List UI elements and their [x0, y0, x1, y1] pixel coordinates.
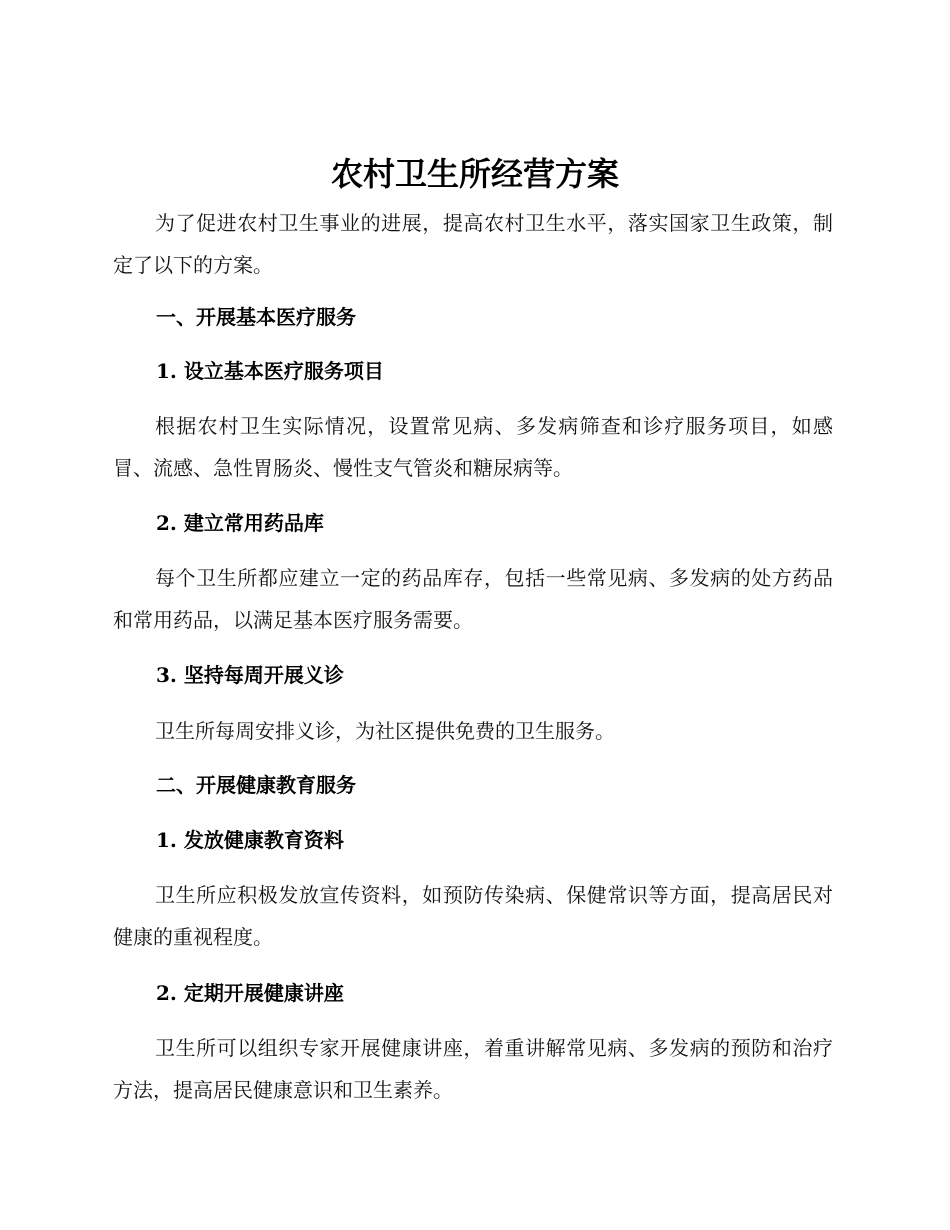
body-paragraph-1-1: 根据农村卫生实际情况，设置常见病、多发病筛查和诊疗服务项目，如感冒、流感、急性胃肠炎、慢性支气管炎和糖尿病等。 [113, 414, 833, 480]
section-heading-2: 二、开展健康教育服务 [156, 773, 356, 797]
subsection-heading-2-2 [156, 972, 836, 1014]
subsection-number: 3. [156, 663, 177, 687]
body-paragraph-1-2: 每个卫生所都应建立一定的药品库存，包括一些常见病、多发病的处方药品和常用药品，以满足基本医疗服务需要。 [113, 566, 833, 632]
body-paragraph-1-3: 卫生所每周安排义诊，为社区提供免费的卫生服务。 [155, 719, 615, 743]
subsection-number: 1. [156, 359, 177, 383]
intro-paragraph: 为了促进农村卫生事业的进展，提高农村卫生水平，落实国家卫生政策，制定了以下的方案。 [113, 211, 833, 277]
subsection-number: 2. [156, 981, 177, 1005]
body-paragraph-2-2: 卫生所可以组织专家开展健康讲座，着重讲解常见病、多发病的预防和治疗方法，提高居民健康意识和卫生素养。 [113, 1036, 833, 1102]
subsection-heading-2-1 [156, 819, 836, 861]
subsection-number: 1. [156, 828, 177, 852]
section-heading-1: 一、开展基本医疗服务 [156, 305, 356, 329]
subsection-heading-1-3 [156, 654, 836, 696]
subsection-title: 定期开展健康讲座 [183, 981, 344, 1005]
subsection-number: 2. [156, 511, 177, 535]
subsection-title: 坚持每周开展义诊 [183, 663, 344, 687]
subsection-title: 设立基本医疗服务项目 [183, 359, 384, 383]
body-paragraph-2-1: 卫生所应积极发放宣传资料，如预防传染病、保健常识等方面，提高居民对健康的重视程度。 [113, 883, 833, 949]
subsection-heading-1-1 [156, 350, 836, 392]
document-title: 农村卫生所经营方案 [330, 155, 619, 193]
subsection-heading-1-2 [156, 502, 836, 544]
subsection-title: 建立常用药品库 [183, 511, 324, 535]
subsection-title: 发放健康教育资料 [183, 828, 344, 852]
